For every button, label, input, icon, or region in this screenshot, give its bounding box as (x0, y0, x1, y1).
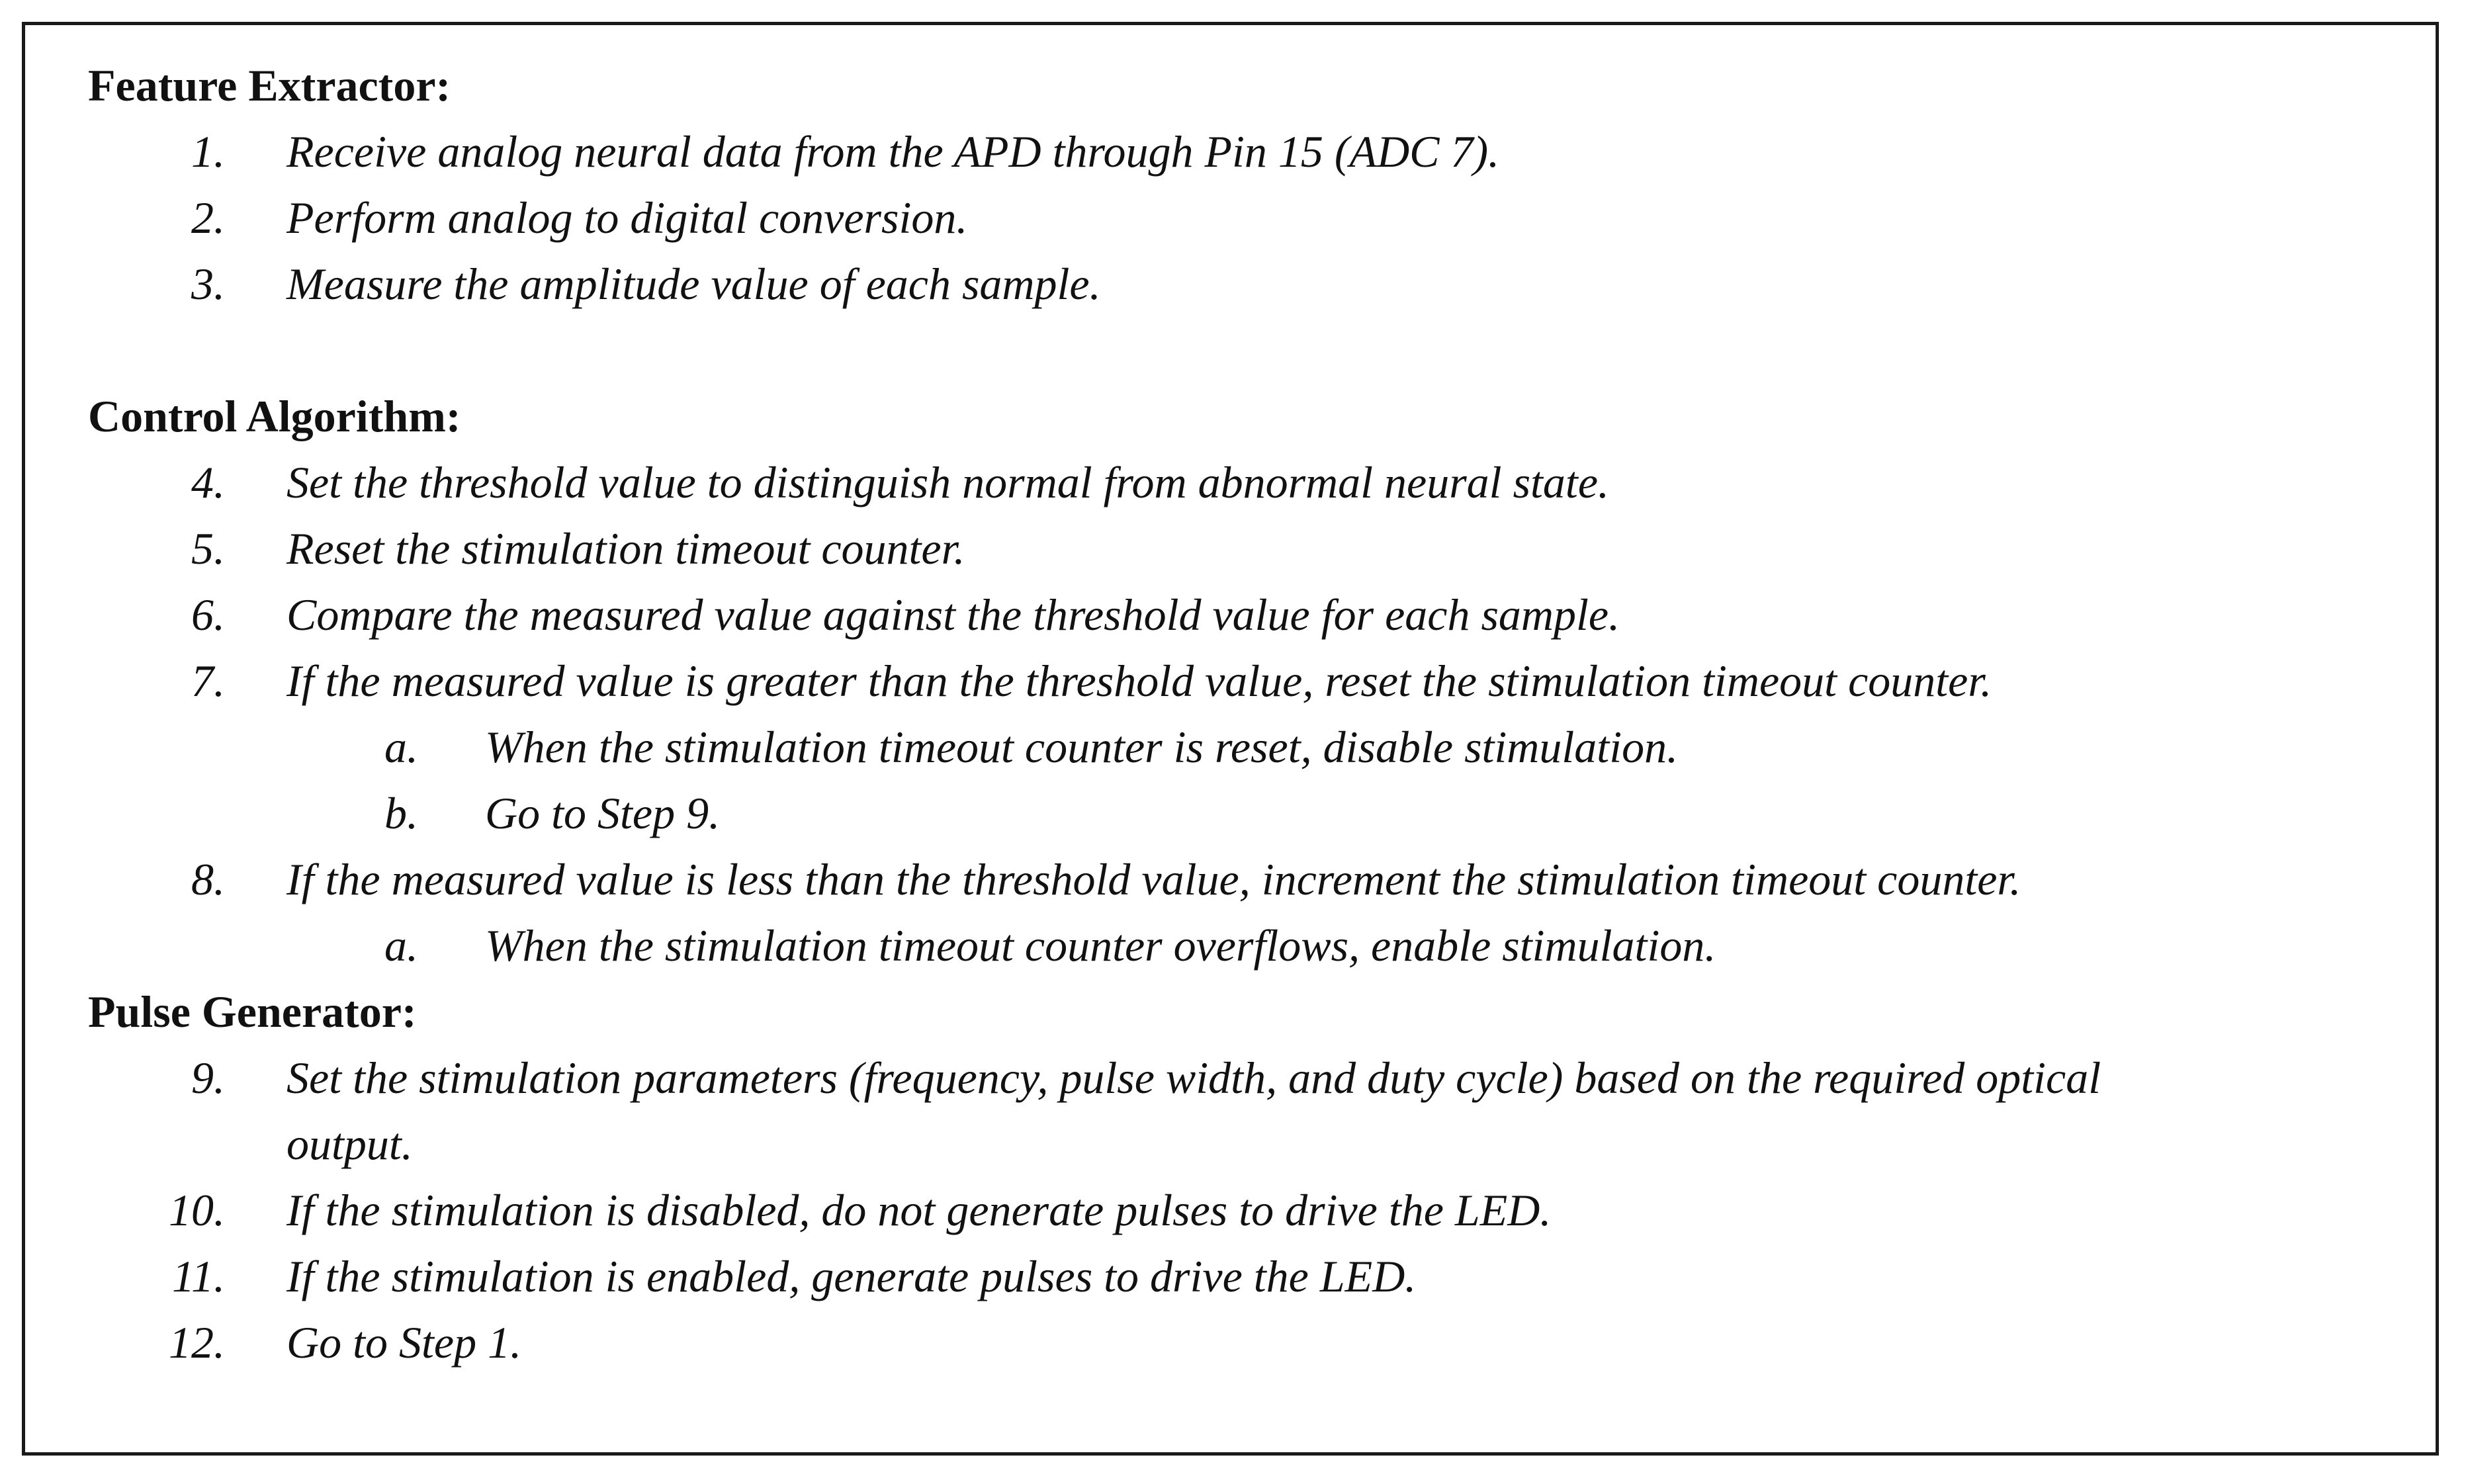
section-heading-control-algorithm: Control Algorithm: (88, 391, 461, 441)
substep-number: a. (384, 920, 418, 971)
substep-number: a. (384, 722, 418, 772)
step-number: 9. (191, 1053, 225, 1103)
substep-text: When the stimulation timeout counter is reset, disable stimulation. (485, 722, 1679, 772)
step-text: If the stimulation is enabled, generate pulses to drive the LED. (286, 1251, 1417, 1301)
step-text: If the stimulation is disabled, do not generate pulses to drive the LED. (286, 1185, 1552, 1235)
step-text: Compare the measured value against the threshold value for each sample. (286, 589, 1620, 640)
step-number: 4. (191, 457, 225, 507)
step-number: 3. (191, 259, 225, 309)
step-text: If the measured value is less than the threshold value, increment the stimulation timeout counter. (286, 854, 2021, 904)
substep-number: b. (384, 788, 418, 838)
algorithm-box (22, 22, 2439, 1456)
step-number: 11. (172, 1251, 225, 1301)
step-number: 1. (191, 126, 225, 177)
step-text: Measure the amplitude value of each sample. (286, 259, 1101, 309)
substep-text: Go to Step 9. (485, 788, 721, 838)
step-text: Receive analog neural data from the APD through Pin 15 (ADC 7). (286, 126, 1500, 177)
substep-text: When the stimulation timeout counter overflows, enable stimulation. (485, 920, 1716, 971)
step-number: 6. (191, 589, 225, 640)
step-text: Go to Step 1. (286, 1317, 522, 1368)
step-text: If the measured value is greater than the threshold value, reset the stimulation timeout counter. (286, 656, 1992, 706)
step-number: 10. (169, 1185, 225, 1235)
step-number: 12. (169, 1317, 225, 1368)
step-text-continuation: output. (286, 1119, 413, 1169)
step-number: 5. (191, 523, 225, 574)
step-text: Perform analog to digital conversion. (286, 193, 968, 243)
step-text: Set the stimulation parameters (frequency, pulse width, and duty cycle) based on the required optical (286, 1053, 2101, 1103)
step-number: 2. (191, 193, 225, 243)
step-text: Set the threshold value to distinguish normal from abnormal neural state. (286, 457, 1609, 507)
step-text: Reset the stimulation timeout counter. (286, 523, 965, 574)
step-number: 8. (191, 854, 225, 904)
section-heading-pulse-generator: Pulse Generator: (88, 986, 417, 1037)
step-number: 7. (191, 656, 225, 706)
section-heading-feature-extractor: Feature Extractor: (88, 60, 451, 110)
